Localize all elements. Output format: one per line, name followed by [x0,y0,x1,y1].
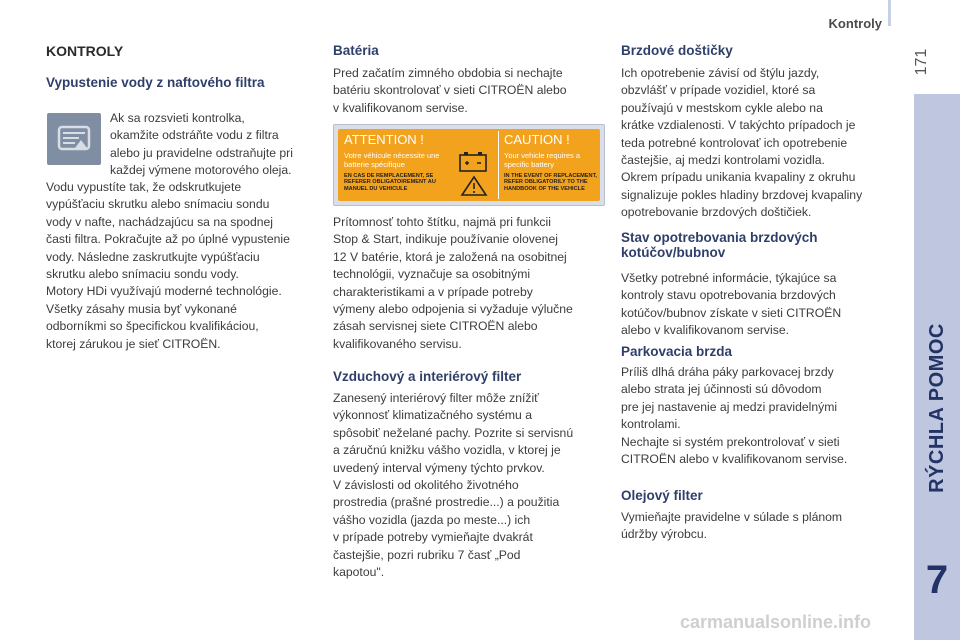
label-fr-replacement: EN CAS DE REMPLACEMENT, SE REFERER OBLIGATOIREMENT AU MANUEL DU VEHICULE [344,173,436,192]
label-en-replacement: IN THE EVENT OF REPLACEMENT, REFER OBLIGATORILY TO THE HANDBOOK OF THE VEHICLE [504,173,597,192]
brake-pads-body [621,65,906,222]
text-line: 12 V batérie, ktorá je založená na osobitnej [333,249,567,264]
battery-icon [456,149,492,197]
text-line: kotúčov/bubnov získate v sieti CITROËN [621,305,842,320]
fuel-filter-intro [110,110,320,180]
air-filter-body [333,390,609,581]
text-line: každej výmene motorového oleja. [110,163,292,178]
text-line: alebo strata jej účinnosti sú dôvodom [621,382,822,397]
text-line: krátke vzdialenosti. V takýchto prípadoch je [621,118,856,133]
text-line: používajú v mestskom cykle alebo na [621,100,823,115]
chapter-number: 7 [925,558,949,602]
section-heading-fuel-filter: Vypustenie vody z naftového filtra [46,75,265,90]
label-en-requirement: Your vehicle requires a specific battery [504,151,581,169]
text-line: časti filtra. Pokračujte až po úplné vypustenie [46,232,290,247]
text-line: V závislosti od okolitého životného [333,478,519,493]
header-rule [888,0,891,26]
section-heading-brake-wear: Stav opotrebovania brzdových kotúčov/bubnov [621,230,818,260]
text-line: kontrolami. [621,417,681,432]
text-line: Ich opotrebenie závisí od štýlu jazdy, [621,66,820,80]
text-line: Vodu vypustíte tak, že odskrutkujete [46,180,242,194]
text-line: Príliš dlhá dráha páky parkovacej brzdy [621,365,834,379]
section-heading-parking-brake: Parkovacia brzda [621,344,733,359]
brake-wear-body [621,270,906,340]
oil-filter-body [621,509,906,544]
text-line: spôsobiť neželané pachy. Pozrite si servisnú [333,425,574,440]
running-header: Kontroly [828,16,882,31]
parking-brake-body [621,364,906,468]
text-line: a záručnú knižku vášho vozidla, v ktorej je [333,443,561,458]
text-line: Zanesený interiérový filter môže znížiť [333,391,539,405]
text-line: vypúšťaciu skrutku alebo snímaciu sondu [46,197,270,212]
text-line: v kvalifikovanom servise. [333,100,468,115]
text-line: častejšie, pozri rubriku 7 časť „Pod [333,547,521,562]
text-line: alebo ju pravidelne odstraňujte pri [110,145,293,160]
text-line: opotrebovanie brzdových doštičiek. [621,205,812,220]
text-line: údržby výrobcu. [621,527,708,542]
text-line: Prítomnosť tohto štítku, najmä pri funkcii [333,215,551,229]
text-line: Nechajte si systém prekontrolovať v sieti [621,434,840,449]
text-line: kapotou". [333,565,385,580]
text-line: Motory HDi využívajú moderné technológie. [46,284,282,299]
sidebar-section-title: RÝCHLA POMOC [926,323,948,493]
section-heading-battery: Batéria [333,43,379,58]
text-line: technológii, vyznačuje sa osobitnými [333,267,531,282]
label-fr-requirement: Votre véhicule nécessite une batterie spécifique [344,151,440,169]
text-line: alebo v kvalifikovanom servise. [621,323,789,338]
text-line: Okrem prípadu unikania kvapaliny z okruhu [621,170,856,185]
text-line: batériu skontrolovať v sieti CITROËN alebo [333,83,567,98]
text-line: charakteristikami a v prípade potreby [333,284,533,299]
label-caution: CAUTION ! [504,132,570,147]
fuel-filter-water-warning-icon [47,113,101,165]
text-line: teda potrebné kontrolovať ich opotrebenie [621,135,848,150]
battery-intro [333,65,608,117]
label-divider [498,131,499,199]
text-line: prostredia (prašné prostredie...) a použitia [333,495,560,510]
text-line: zásah servisnej siete CITROËN alebo [333,319,538,334]
battery-warning-label-image [333,124,605,206]
battery-details [333,214,609,353]
text-line: skrutku alebo snímaciu sondu vody. [46,267,239,282]
text-line: kvalifikovaného servisu. [333,336,462,351]
text-line: CITROËN alebo v kvalifikovanom servise. [621,452,848,467]
text-line: vody. Následne zaskrutkujte vypúšťaciu [46,249,260,264]
text-line: výkonnosť klimatizačného systému a [333,408,532,423]
text-line: Vymieňajte pravidelne v súlade s plánom [621,510,843,524]
text-line: Pred začatím zimného obdobia si nechajte [333,66,563,80]
text-line: výmeny alebo odpojenia si vyžaduje výlučne [333,302,573,317]
text-line: Stop & Start, indikuje používanie olovenej [333,232,558,247]
fuel-filter-body [46,179,322,353]
text-line: častejšie, aj medzi kontrolami vozidla. [621,153,825,168]
text-line: signalizuje pokles hladiny brzdovej kvapaliny [621,187,863,202]
text-line: kontroly stavu opotrebovania brzdových [621,288,836,303]
section-heading-air-filter: Vzduchový a interiérový filter [333,369,522,384]
page-number: 171 [913,48,930,76]
text-line: obzvlášť v prípade vozidiel, ktoré sa [621,83,816,98]
text-line: ktorej zárukou je sieť CITROËN. [46,336,221,351]
text-line: odborníkmi so špecifickou kvalifikáciou, [46,319,259,334]
text-line: Všetky zásahy musia byť vykonané [46,301,237,316]
text-line: vody v nafte, nachádzajúcu sa na spodnej [46,214,273,229]
text-line: Ak sa rozsvieti kontrolka, [110,111,245,125]
text-line: vášho vozidla (jazda po meste...) ich [333,512,531,527]
page-title: KONTROLY [46,43,124,59]
text-line: uvedený interval výmeny týchto prvkov. [333,460,545,475]
section-heading-brake-pads: Brzdové doštičky [621,43,733,58]
text-line: okamžite odstráňte vodu z filtra [110,128,279,143]
text-line: pre jej nastavenie aj medzi pravidelnými [621,399,838,414]
section-heading-oil-filter: Olejový filter [621,488,703,503]
text-line: Všetky potrebné informácie, týkajúce sa [621,271,837,285]
text-line: v prípade potreby vymieňajte dvakrát [333,530,533,545]
label-attention: ATTENTION ! [344,132,424,147]
watermark: carmanualsonline.info [680,612,872,632]
